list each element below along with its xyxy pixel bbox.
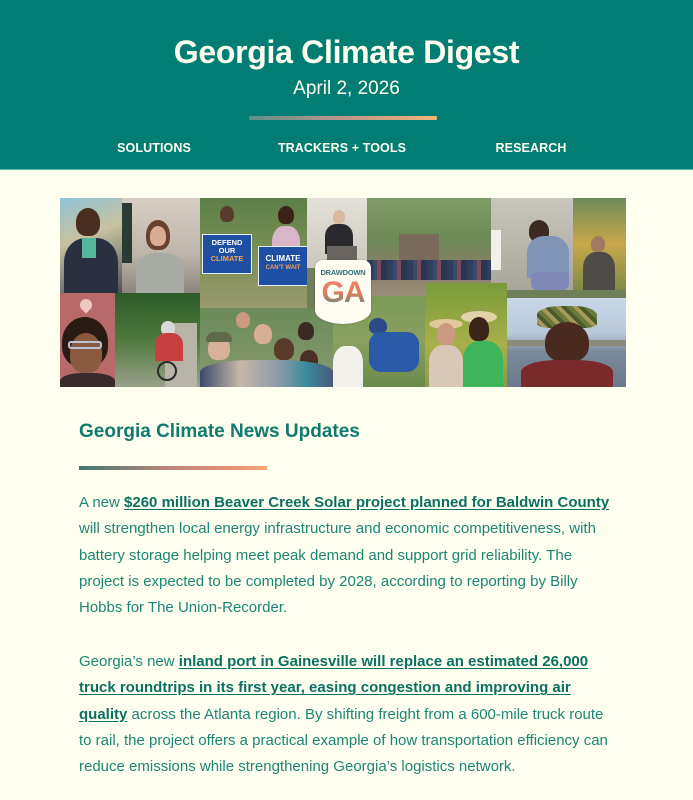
nav-link-trackers-tools[interactable]: TRACKERS + TOOLS <box>277 141 407 155</box>
photo-group-selfie <box>200 308 333 387</box>
defend-our-climate-sign: DEFEND OUR CLIMATE <box>202 234 252 274</box>
issue-date: April 2, 2026 <box>293 78 400 99</box>
photo-woman-headwrap-river <box>507 298 626 387</box>
article-text: will strengthen local energy infrastructure and economic competitiveness, with battery storage helping meet peak demand and support grid reliability. The project is expected to be completed by 2028, according to reporting by Billy Hobbs for The Union-Recorder. <box>79 520 596 617</box>
photo-man-autumn-trees <box>573 198 626 290</box>
article-paragraph <box>79 490 619 621</box>
newsletter-title: Georgia Climate Digest <box>173 34 520 70</box>
photo-two-women-hats <box>425 283 507 387</box>
photo-man-in-suit <box>60 198 122 293</box>
article-text: across the Atlanta region. By shifting freight from a 600-mile truck route to rail, the project offers a practical example of how transportation efficiency can reduce emissions while strengthening Georgia’s logistics network. <box>79 705 608 776</box>
section-gradient-divider <box>79 466 267 470</box>
photo-woman-podium <box>307 198 367 268</box>
photo-cyclist <box>115 293 200 387</box>
article-text: Georgia’s new <box>79 653 179 670</box>
photo-woman-grey-shirt <box>122 198 200 293</box>
photo-woman-glasses <box>60 293 115 387</box>
newsletter-header <box>0 0 693 170</box>
nav-link-solutions[interactable]: SOLUTIONS <box>117 141 191 155</box>
climate-cant-wait-sign: CLIMATE CAN'T WAIT <box>258 246 307 286</box>
nav-link-research[interactable]: RESEARCH <box>495 141 567 155</box>
section-heading: Georgia Climate News Updates <box>79 421 360 442</box>
header-gradient-divider <box>249 116 437 120</box>
hero-photo-collage <box>60 198 626 387</box>
article-paragraph <box>79 649 619 780</box>
article-link-gainesville-inland-port[interactable]: inland port in Gainesville will replace an estimated 26,000 truck roundtrips in its first year, easing congestion and improving air quality <box>79 653 589 723</box>
photo-man-kneeling <box>491 198 573 290</box>
drawdown-ga-logo: DRAWDOWN GA <box>315 260 371 324</box>
photo-climate-signs <box>200 198 307 308</box>
photo-crowd-outdoors <box>367 198 491 296</box>
article-text: A new <box>79 494 125 511</box>
article-link-beaver-creek-solar[interactable]: $260 million Beaver Creek Solar project planned for Baldwin County <box>124 494 610 511</box>
